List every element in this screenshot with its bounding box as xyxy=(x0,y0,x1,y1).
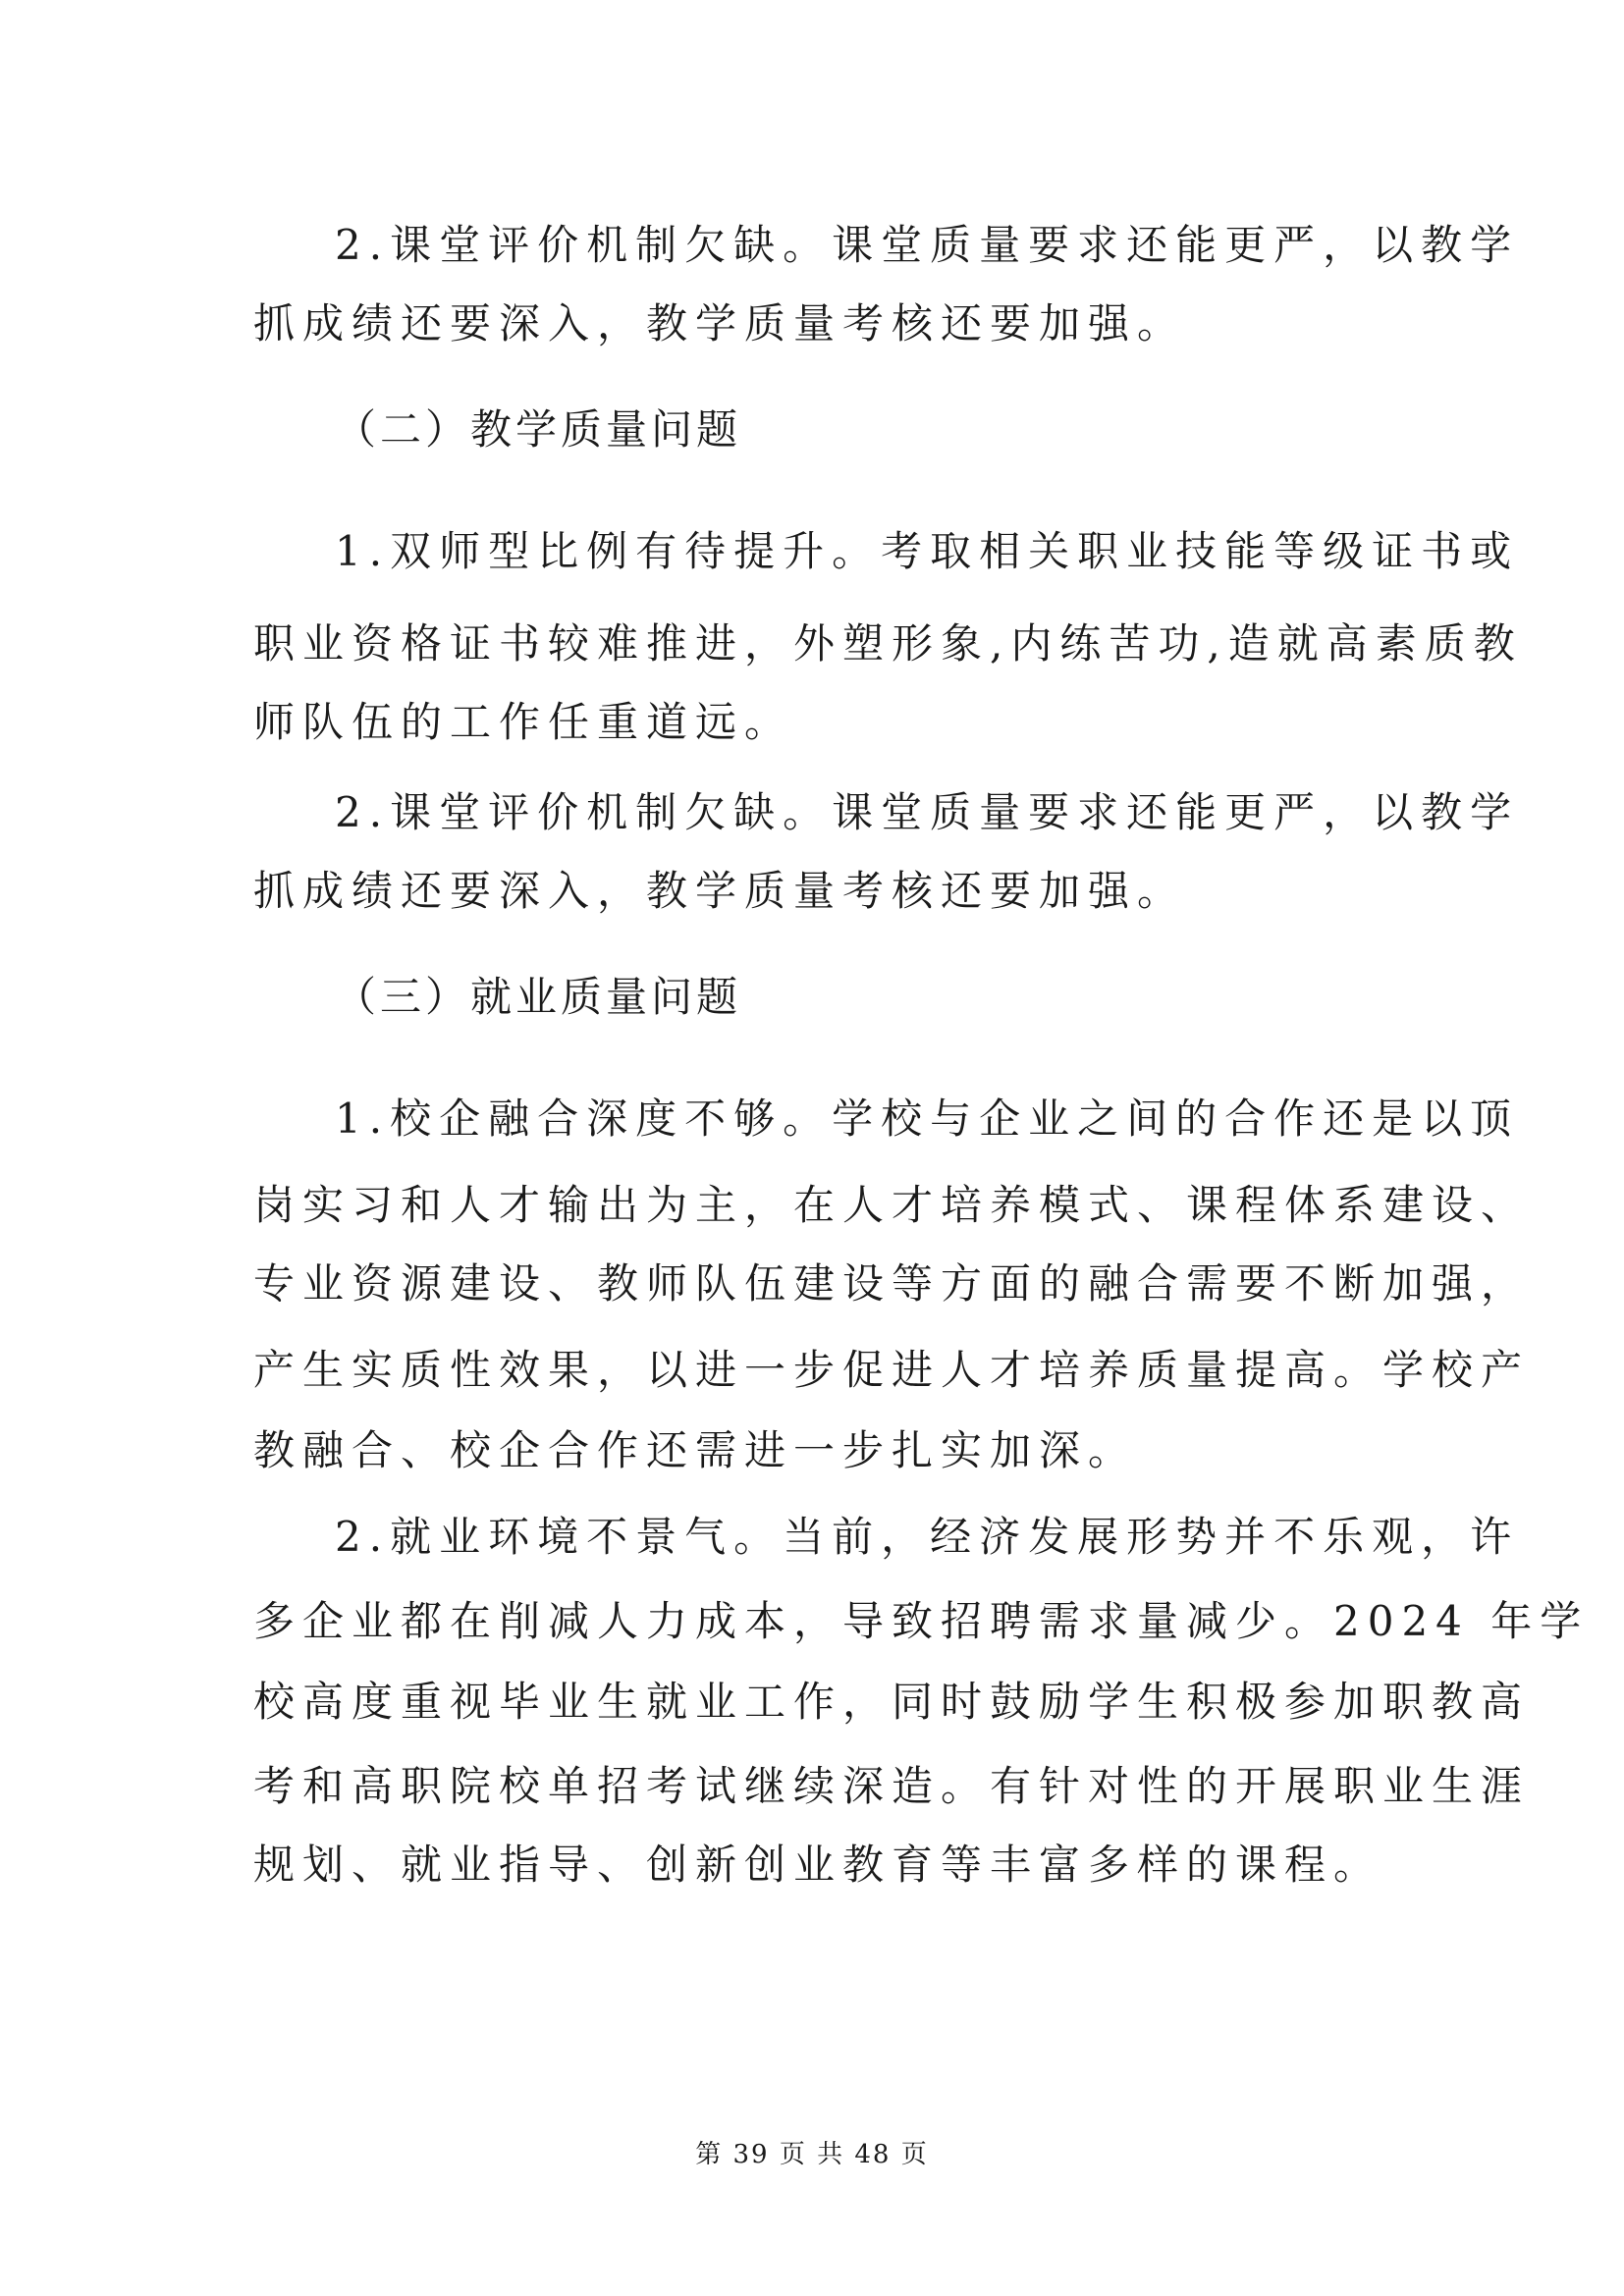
paragraph-line: 1.校企融合深度不够。学校与企业之间的合作还是以顶 xyxy=(335,1095,1520,1143)
paragraph-line: 抓成绩还要深入，教学质量考核还要加强。 xyxy=(253,299,1187,347)
paragraph-line: 师队伍的工作任重道远。 xyxy=(253,698,794,746)
section-heading: （二）教学质量问题 xyxy=(335,405,742,454)
paragraph-line: 抓成绩还要深入，教学质量考核还要加强。 xyxy=(253,867,1187,915)
paragraph-line: 岗实习和人才输出为主，在人才培养模式、课程体系建设、 xyxy=(253,1181,1531,1229)
paragraph-line: 职业资格证书较难推进，外塑形象,内练苦功,造就高素质教 xyxy=(253,619,1523,667)
paragraph-line: 2.就业环境不景气。当前，经济发展形势并不乐观，许 xyxy=(335,1513,1520,1561)
paragraph-line: 考和高职院校单招考试继续深造。有针对性的开展职业生涯 xyxy=(253,1762,1531,1810)
paragraph-line: 多企业都在削减人力成本，导致招聘需求量减少。2024 年学 xyxy=(253,1597,1590,1645)
page-number-footer: 第 39 页 共 48 页 xyxy=(695,2140,929,2169)
paragraph-line: 1.双师型比例有待提升。考取相关职业技能等级证书或 xyxy=(335,527,1520,575)
paragraph-line: 产生实质性效果，以进一步促进人才培养质量提高。学校产 xyxy=(253,1346,1531,1394)
paragraph-line: 规划、就业指导、创新创业教育等丰富多样的课程。 xyxy=(253,1841,1383,1889)
paragraph-line: 校高度重视毕业生就业工作，同时鼓励学生积极参加职教高 xyxy=(253,1678,1531,1726)
paragraph-line: 2.课堂评价机制欠缺。课堂质量要求还能更严，以教学 xyxy=(335,788,1520,836)
section-heading: （三）就业质量问题 xyxy=(335,973,742,1021)
paragraph-line: 2.课堂评价机制欠缺。课堂质量要求还能更严，以教学 xyxy=(335,221,1520,269)
paragraph-line: 教融合、校企合作还需进一步扎实加深。 xyxy=(253,1426,1138,1474)
paragraph-line: 专业资源建设、教师队伍建设等方面的融合需要不断加强， xyxy=(253,1259,1531,1308)
